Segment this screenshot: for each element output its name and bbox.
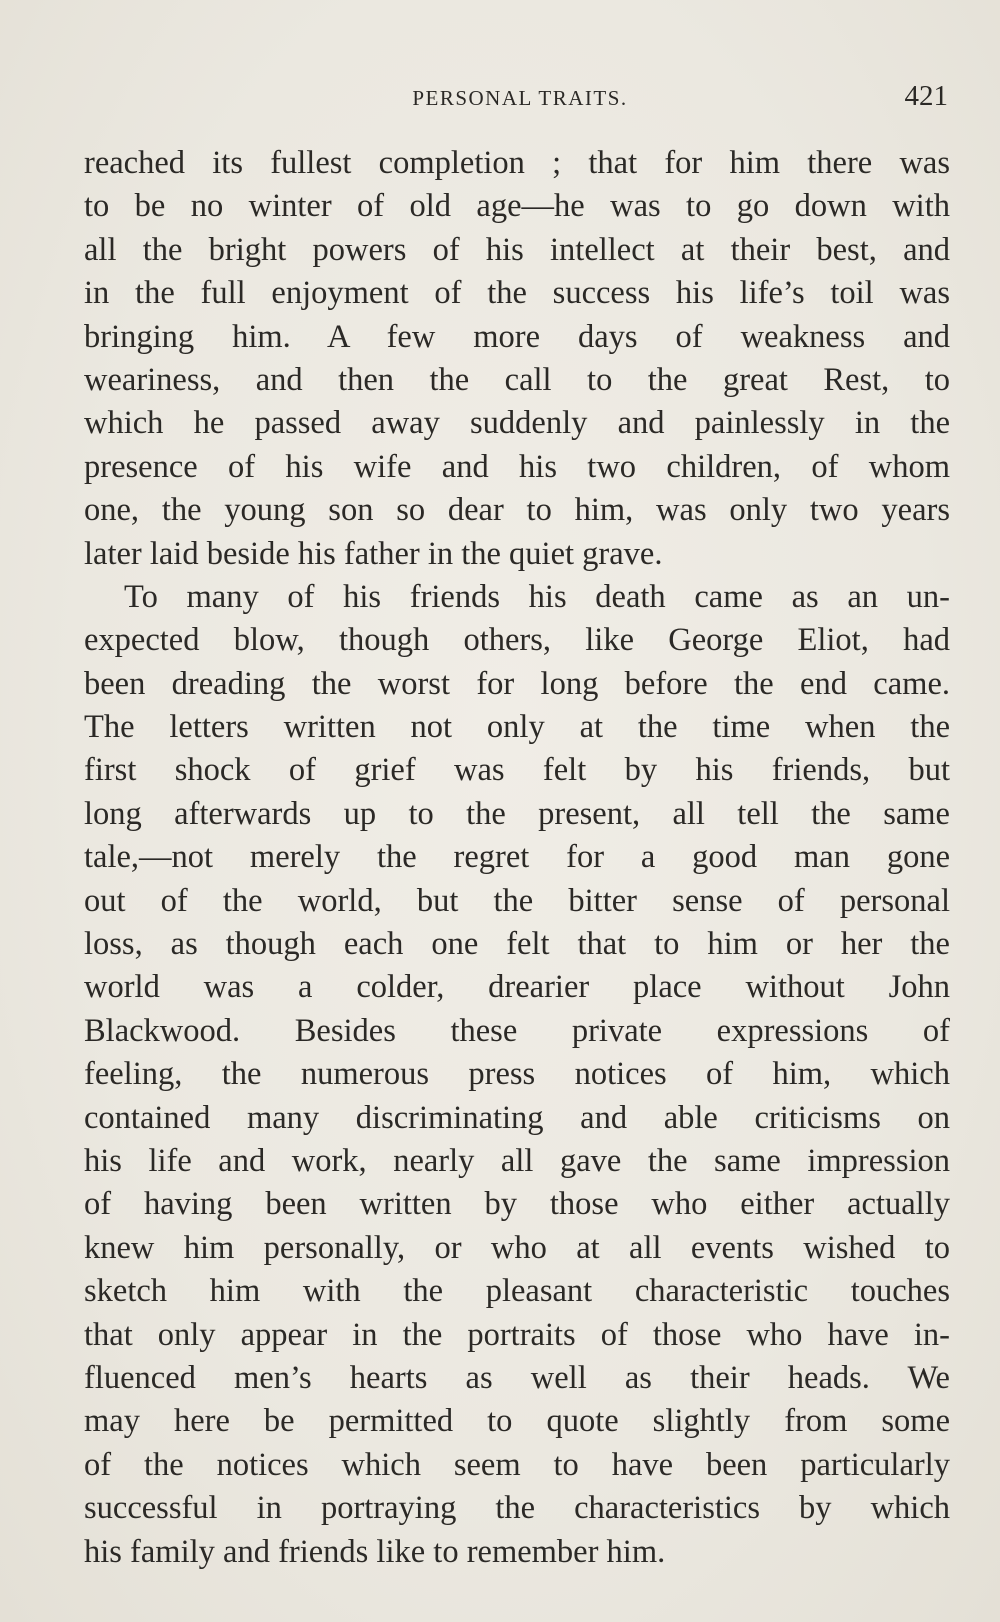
text-line: fluenced men’s hearts as well as their heads. We bbox=[84, 1359, 950, 1396]
text-line: of the notices which seem to have been particularly bbox=[84, 1446, 950, 1483]
text-line: been dreading the worst for long before the end came. bbox=[84, 665, 950, 702]
text-line: out of the world, but the bitter sense of personal bbox=[84, 882, 950, 919]
page-number: 421 bbox=[904, 80, 948, 112]
text-line: presence of his wife and his two children, of whom bbox=[84, 448, 950, 485]
text-line: successful in portraying the characteristics by which bbox=[84, 1490, 950, 1527]
text-line: Blackwood. Besides these private expressions of bbox=[84, 1012, 950, 1049]
text-line: first shock of grief was felt by his friends, but bbox=[84, 752, 950, 789]
text-line: To many of his friends his death came as an un- bbox=[124, 578, 950, 615]
text-line: his family and friends like to remember him. bbox=[84, 1533, 666, 1570]
body-text bbox=[84, 142, 950, 1574]
paragraph-friends bbox=[84, 576, 950, 1574]
text-line: later laid beside his father in the quiet grave. bbox=[84, 535, 663, 572]
text-line: one, the young son so dear to him, was only two years bbox=[84, 492, 950, 529]
text-line: weariness, and then the call to the great Rest, to bbox=[84, 361, 950, 398]
text-line: may here be permitted to quote slightly from some bbox=[84, 1403, 950, 1440]
text-line: contained many discriminating and able criticisms on bbox=[84, 1099, 950, 1136]
text-line: of having been written by those who either actually bbox=[84, 1186, 950, 1223]
text-line: expected blow, though others, like George Eliot, had bbox=[84, 622, 950, 659]
text-line: loss, as though each one felt that to him or her the bbox=[84, 926, 950, 963]
text-line: which he passed away suddenly and painlessly in the bbox=[84, 405, 950, 442]
text-line: in the full enjoyment of the success his life’s toil was bbox=[84, 275, 950, 312]
text-line: feeling, the numerous press notices of him, which bbox=[84, 1056, 950, 1093]
text-line: sketch him with the pleasant characteristic touches bbox=[84, 1273, 950, 1310]
text-line: reached its fullest completion ; that for him there was bbox=[84, 145, 950, 181]
text-line: all the bright powers of his intellect at their best, and bbox=[84, 231, 950, 268]
text-line: bringing him. A few more days of weakness and bbox=[84, 318, 950, 355]
text-line: long afterwards up to the present, all tell the same bbox=[84, 795, 950, 832]
text-line: The letters written not only at the time when the bbox=[84, 709, 950, 746]
page-header bbox=[92, 80, 948, 116]
text-line: his life and work, nearly all gave the same impression bbox=[84, 1142, 950, 1179]
text-line: tale,—not merely the regret for a good man gone bbox=[84, 839, 950, 876]
running-head: PERSONAL TRAITS. bbox=[412, 86, 628, 110]
paragraph-continuation bbox=[84, 142, 950, 576]
text-line: knew him personally, or who at all events wished to bbox=[84, 1229, 950, 1266]
text-line: to be no winter of old age—he was to go down with bbox=[84, 188, 950, 225]
text-line: world was a colder, drearier place without John bbox=[84, 969, 950, 1006]
text-line: that only appear in the portraits of those who have in- bbox=[84, 1316, 950, 1353]
